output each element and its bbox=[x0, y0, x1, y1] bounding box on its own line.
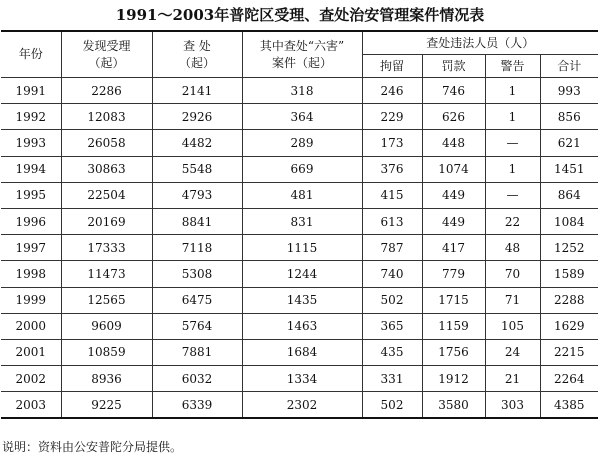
cell-year: 1991 bbox=[1, 78, 61, 104]
cell-found: 30863 bbox=[61, 156, 152, 182]
cell-fine: 746 bbox=[422, 78, 485, 104]
header-row-1 bbox=[1, 31, 598, 55]
cell-handled: 5308 bbox=[152, 261, 242, 287]
cell-found: 2286 bbox=[61, 78, 152, 104]
header-year: 年份 bbox=[1, 31, 61, 78]
table-row bbox=[1, 366, 598, 392]
cell-six-harms: 831 bbox=[242, 208, 362, 234]
cell-total: 1629 bbox=[540, 313, 598, 339]
cell-handled: 2926 bbox=[152, 104, 242, 130]
cell-six-harms: 669 bbox=[242, 156, 362, 182]
cell-total: 856 bbox=[540, 104, 598, 130]
cell-fine: 449 bbox=[422, 208, 485, 234]
cell-year: 1995 bbox=[1, 182, 61, 208]
cell-detention: 376 bbox=[362, 156, 422, 182]
cell-year: 1998 bbox=[1, 261, 61, 287]
cell-warning: — bbox=[485, 182, 540, 208]
cell-warning: 70 bbox=[485, 261, 540, 287]
cell-year: 2003 bbox=[1, 392, 61, 419]
cell-detention: 502 bbox=[362, 287, 422, 313]
cell-warning: 1 bbox=[485, 104, 540, 130]
cell-handled: 6475 bbox=[152, 287, 242, 313]
header-fine: 罚款 bbox=[422, 55, 485, 78]
cell-found: 12083 bbox=[61, 104, 152, 130]
cell-six-harms: 2302 bbox=[242, 392, 362, 419]
header-warning: 警告 bbox=[485, 55, 540, 78]
cell-total: 1451 bbox=[540, 156, 598, 182]
cell-total: 1589 bbox=[540, 261, 598, 287]
cell-total: 4385 bbox=[540, 392, 598, 419]
cell-six-harms: 1115 bbox=[242, 235, 362, 261]
cell-total: 864 bbox=[540, 182, 598, 208]
table-row bbox=[1, 156, 598, 182]
cell-fine: 449 bbox=[422, 182, 485, 208]
cell-handled: 7118 bbox=[152, 235, 242, 261]
cell-found: 26058 bbox=[61, 130, 152, 156]
cell-handled: 4793 bbox=[152, 182, 242, 208]
table-row bbox=[1, 78, 598, 104]
cell-warning: 22 bbox=[485, 208, 540, 234]
cell-handled: 5764 bbox=[152, 313, 242, 339]
cell-year: 1992 bbox=[1, 104, 61, 130]
cell-warning: 71 bbox=[485, 287, 540, 313]
header-detention: 拘留 bbox=[362, 55, 422, 78]
cell-fine: 417 bbox=[422, 235, 485, 261]
table-row bbox=[1, 313, 598, 339]
cell-fine: 1912 bbox=[422, 366, 485, 392]
cell-detention: 415 bbox=[362, 182, 422, 208]
header-found-line2: （起） bbox=[88, 55, 125, 70]
cell-fine: 1074 bbox=[422, 156, 485, 182]
cell-handled: 6339 bbox=[152, 392, 242, 419]
cell-found: 8936 bbox=[61, 366, 152, 392]
header-six-harms-line1: 其中查处“六害” bbox=[259, 38, 345, 53]
table-row bbox=[1, 261, 598, 287]
cell-year: 2002 bbox=[1, 366, 61, 392]
cell-handled: 2141 bbox=[152, 78, 242, 104]
header-found-line1: 发现受理 bbox=[82, 38, 131, 53]
cell-found: 22504 bbox=[61, 182, 152, 208]
cell-total: 2215 bbox=[540, 339, 598, 365]
cell-fine: 626 bbox=[422, 104, 485, 130]
cell-total: 2288 bbox=[540, 287, 598, 313]
cell-total: 2264 bbox=[540, 366, 598, 392]
table-row bbox=[1, 392, 598, 419]
cell-total: 1084 bbox=[540, 208, 598, 234]
cell-found: 20169 bbox=[61, 208, 152, 234]
cell-six-harms: 318 bbox=[242, 78, 362, 104]
cell-found: 9609 bbox=[61, 313, 152, 339]
cell-detention: 740 bbox=[362, 261, 422, 287]
table-row bbox=[1, 208, 598, 234]
cell-six-harms: 289 bbox=[242, 130, 362, 156]
cell-detention: 229 bbox=[362, 104, 422, 130]
table-row bbox=[1, 130, 598, 156]
cell-six-harms: 1244 bbox=[242, 261, 362, 287]
cell-six-harms: 481 bbox=[242, 182, 362, 208]
cell-handled: 4482 bbox=[152, 130, 242, 156]
cell-warning: — bbox=[485, 130, 540, 156]
header-total: 合计 bbox=[540, 55, 598, 78]
table-title: 1991～2003年普陀区受理、查处治安管理案件情况表 bbox=[115, 6, 485, 24]
cell-warning: 48 bbox=[485, 235, 540, 261]
header-handled-line2: （起） bbox=[178, 55, 215, 70]
cell-year: 1993 bbox=[1, 130, 61, 156]
cell-found: 17333 bbox=[61, 235, 152, 261]
cell-year: 2001 bbox=[1, 339, 61, 365]
cell-fine: 1159 bbox=[422, 313, 485, 339]
cell-handled: 6032 bbox=[152, 366, 242, 392]
header-six-harms-line2: 案件（起） bbox=[271, 55, 332, 70]
cell-found: 11473 bbox=[61, 261, 152, 287]
cell-total: 621 bbox=[540, 130, 598, 156]
cell-warning: 24 bbox=[485, 339, 540, 365]
header-found bbox=[61, 31, 152, 78]
cell-six-harms: 1684 bbox=[242, 339, 362, 365]
cell-handled: 5548 bbox=[152, 156, 242, 182]
table-row bbox=[1, 339, 598, 365]
cell-warning: 105 bbox=[485, 313, 540, 339]
table-body bbox=[1, 78, 598, 419]
header-handled bbox=[152, 31, 242, 78]
cell-six-harms: 1334 bbox=[242, 366, 362, 392]
cell-found: 10859 bbox=[61, 339, 152, 365]
cell-detention: 173 bbox=[362, 130, 422, 156]
cell-six-harms: 364 bbox=[242, 104, 362, 130]
cell-warning: 303 bbox=[485, 392, 540, 419]
cell-year: 1994 bbox=[1, 156, 61, 182]
cell-detention: 246 bbox=[362, 78, 422, 104]
cell-total: 993 bbox=[540, 78, 598, 104]
header-handled-line1: 查 处 bbox=[183, 38, 211, 53]
table-row bbox=[1, 104, 598, 130]
cell-total: 1252 bbox=[540, 235, 598, 261]
cell-year: 1999 bbox=[1, 287, 61, 313]
cell-fine: 3580 bbox=[422, 392, 485, 419]
cell-warning: 21 bbox=[485, 366, 540, 392]
cell-year: 1997 bbox=[1, 235, 61, 261]
cell-fine: 1715 bbox=[422, 287, 485, 313]
cell-detention: 613 bbox=[362, 208, 422, 234]
header-violators: 查处违法人员（人） bbox=[362, 31, 598, 55]
cell-year: 2000 bbox=[1, 313, 61, 339]
header-six-harms bbox=[242, 31, 362, 78]
table-row bbox=[1, 235, 598, 261]
cell-handled: 8841 bbox=[152, 208, 242, 234]
cell-detention: 331 bbox=[362, 366, 422, 392]
statistics-table bbox=[1, 30, 598, 419]
table-row bbox=[1, 287, 598, 313]
cell-detention: 787 bbox=[362, 235, 422, 261]
cell-warning: 1 bbox=[485, 156, 540, 182]
cell-six-harms: 1435 bbox=[242, 287, 362, 313]
cell-warning: 1 bbox=[485, 78, 540, 104]
cell-six-harms: 1463 bbox=[242, 313, 362, 339]
cell-detention: 502 bbox=[362, 392, 422, 419]
cell-fine: 448 bbox=[422, 130, 485, 156]
cell-fine: 1756 bbox=[422, 339, 485, 365]
cell-detention: 365 bbox=[362, 313, 422, 339]
cell-fine: 779 bbox=[422, 261, 485, 287]
cell-year: 1996 bbox=[1, 208, 61, 234]
cell-found: 9225 bbox=[61, 392, 152, 419]
cell-found: 12565 bbox=[61, 287, 152, 313]
table-row bbox=[1, 182, 598, 208]
source-note: 说明：资料由公安普陀分局提供。 bbox=[2, 440, 183, 454]
cell-detention: 435 bbox=[362, 339, 422, 365]
cell-handled: 7881 bbox=[152, 339, 242, 365]
